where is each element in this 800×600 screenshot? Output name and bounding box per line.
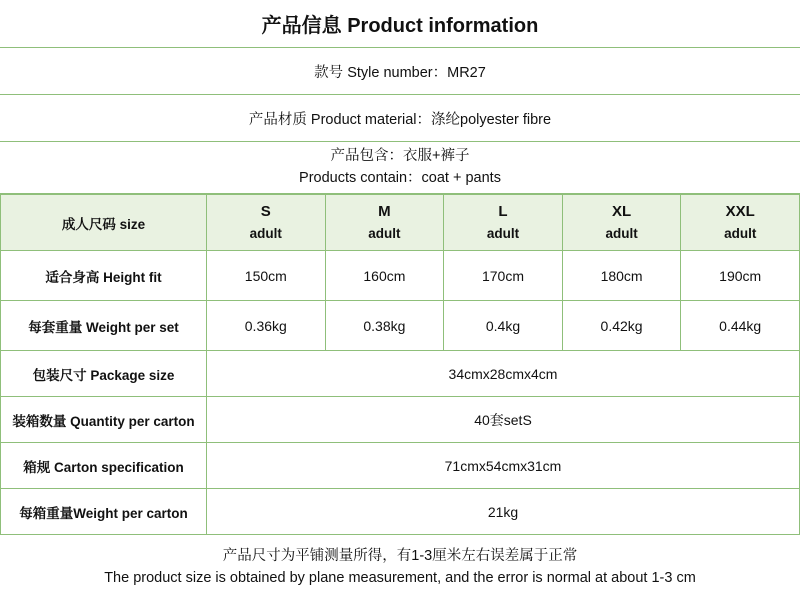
row-label: 装箱数量 Quantity per carton — [1, 397, 207, 443]
cell-height-xl: 180cm — [562, 251, 681, 301]
cell-height-l: 170cm — [444, 251, 563, 301]
size-letter: L — [498, 203, 508, 221]
products-contain-cn: 产品包含：衣服+裤子 — [330, 148, 470, 165]
size-letter: XL — [611, 203, 632, 221]
cell-height-xxl: 190cm — [681, 251, 800, 301]
size-letter: XXL — [725, 203, 755, 221]
header-size-xxl — [681, 195, 800, 251]
cell-height-m: 160cm — [325, 251, 444, 301]
cell-weight-l: 0.4kg — [444, 301, 563, 351]
size-sublabel: adult — [724, 225, 757, 241]
table-row-carton-specification — [1, 443, 800, 489]
cell-quantity-per-carton: 40套setS — [207, 397, 800, 443]
size-spec-table — [0, 194, 800, 535]
header-size-xl — [562, 195, 681, 251]
table-row-quantity-per-carton — [1, 397, 800, 443]
products-contain-row — [0, 142, 800, 194]
table-header-row — [1, 195, 800, 251]
row-label: 箱规 Carton specification — [1, 443, 207, 489]
header-size-l — [444, 195, 563, 251]
size-sublabel: adult — [249, 225, 282, 241]
row-label: 适合身高 Height fit — [1, 251, 207, 301]
header-size-s — [207, 195, 326, 251]
cell-weight-xl: 0.42kg — [562, 301, 681, 351]
product-material-row: 产品材质 Product material：涤纶polyester fibre — [0, 95, 800, 142]
cell-weight-s: 0.36kg — [207, 301, 326, 351]
header-size-label: 成人尺码 size — [1, 195, 207, 251]
cell-package-size: 34cmx28cmx4cm — [207, 351, 800, 397]
footer-note-en: The product size is obtained by plane measurement, and the error is normal at about 1-3 cm — [104, 569, 696, 586]
products-contain-en: Products contain：coat + pants — [299, 169, 501, 186]
cell-weight-xxl: 0.44kg — [681, 301, 800, 351]
page-title: 产品信息 Product information — [0, 0, 800, 48]
table-row-weight-per-carton — [1, 489, 800, 535]
style-number-row: 款号 Style number：MR27 — [0, 48, 800, 95]
size-sublabel: adult — [486, 225, 520, 241]
row-label: 每箱重量Weight per carton — [1, 489, 207, 535]
table-row-package-size — [1, 351, 800, 397]
size-sublabel: adult — [605, 225, 638, 241]
table-row-weight-per-set — [1, 301, 800, 351]
size-letter: S — [260, 203, 271, 221]
size-sublabel: adult — [368, 225, 401, 241]
table-row-height-fit — [1, 251, 800, 301]
row-label: 每套重量 Weight per set — [1, 301, 207, 351]
header-size-m — [325, 195, 444, 251]
cell-carton-specification: 71cmx54cmx31cm — [207, 443, 800, 489]
footer-note-cn: 产品尺寸为平铺测量所得，有1-3厘米左右误差属于正常 — [222, 547, 578, 564]
cell-weight-m: 0.38kg — [325, 301, 444, 351]
cell-height-s: 150cm — [207, 251, 326, 301]
footer-note — [0, 535, 800, 600]
row-label: 包装尺寸 Package size — [1, 351, 207, 397]
cell-weight-per-carton: 21kg — [207, 489, 800, 535]
size-letter: M — [378, 203, 391, 221]
